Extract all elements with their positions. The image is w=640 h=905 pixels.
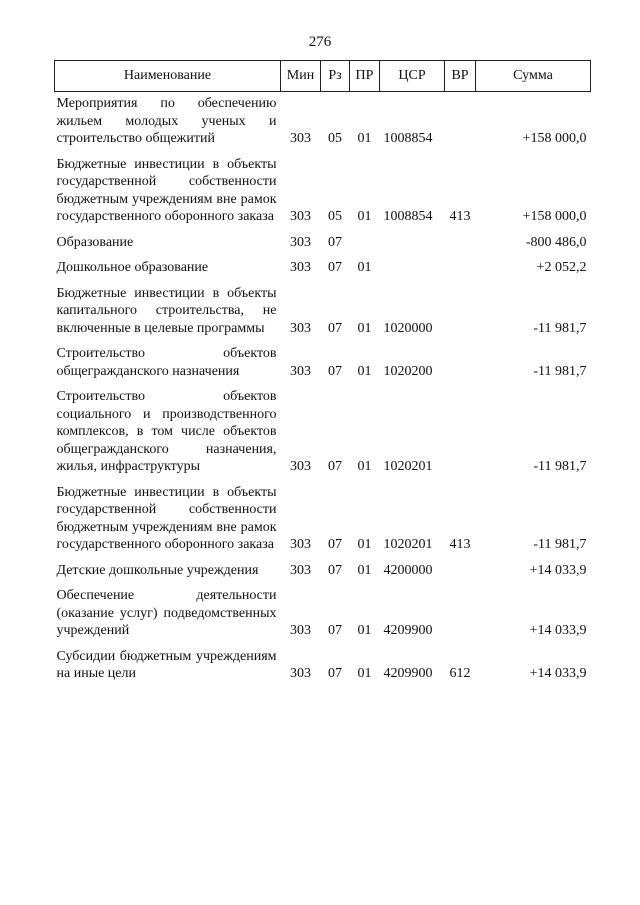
- row-sum: -800 486,0: [525, 234, 587, 250]
- row-pr: 01: [357, 537, 372, 552]
- row-vr: [445, 557, 476, 583]
- row-vr: 413: [449, 537, 471, 552]
- row-min: 303: [290, 209, 311, 224]
- row-sum: +158 000,0: [522, 131, 587, 146]
- row-pr: 01: [357, 260, 372, 275]
- row-min: 303: [290, 260, 311, 275]
- row-vr: [445, 254, 476, 280]
- table-body: [55, 92, 591, 686]
- row-pr: 01: [357, 666, 372, 681]
- table-row: [55, 280, 591, 341]
- row-sum: +2 052,2: [536, 260, 587, 275]
- row-sum: -11 981,7: [533, 537, 587, 552]
- row-csr: 4209900: [383, 623, 433, 638]
- row-rz: 07: [328, 234, 342, 250]
- page-number: 276: [308, 34, 332, 50]
- header-sum: Сумма: [476, 61, 591, 92]
- row-rz: 07: [328, 623, 342, 638]
- table-row: [55, 383, 591, 479]
- row-sum: -11 981,7: [533, 320, 587, 336]
- row-pr: 01: [357, 320, 372, 336]
- row-vr: [445, 92, 476, 151]
- header-pr: ПР: [350, 61, 380, 92]
- row-vr: [445, 229, 476, 255]
- row-name: Детские дошкольные учреждения: [56, 562, 259, 578]
- table-row: [55, 340, 591, 383]
- row-pr: 01: [357, 562, 372, 578]
- row-vr: 612: [449, 666, 471, 681]
- budget-table: [54, 60, 591, 686]
- row-csr: 1020000: [383, 320, 433, 336]
- row-vr: [445, 340, 476, 383]
- row-csr: 1020201: [383, 459, 433, 474]
- table-row: [55, 479, 591, 557]
- row-pr: 01: [357, 363, 372, 379]
- row-csr: [380, 229, 445, 255]
- row-sum: -11 981,7: [533, 363, 587, 379]
- row-rz: 07: [328, 666, 342, 681]
- row-name: Бюджетные инвестиции в объекты государственной собственности бюджетным учреждениям вне рамок государственного оборонного заказа: [56, 484, 277, 552]
- row-vr: 413: [449, 209, 471, 224]
- row-csr: 1020200: [383, 363, 433, 379]
- row-csr: 1020201: [383, 537, 433, 552]
- row-name: Бюджетные инвестиции в объекты капитального строительства, не включенные в целевые программы: [56, 285, 277, 336]
- row-csr: 4209900: [383, 666, 433, 681]
- row-rz: 07: [328, 363, 342, 379]
- row-name: Строительство объектов общегражданского назначения: [56, 346, 277, 379]
- row-min: 303: [290, 666, 311, 681]
- row-vr: [445, 280, 476, 341]
- table-row: [55, 582, 591, 643]
- row-pr: 01: [357, 131, 372, 146]
- row-name: Обеспечение деятельности (оказание услуг) подведомственных учреждений: [56, 588, 277, 638]
- row-vr: [445, 582, 476, 643]
- table-row: [55, 557, 591, 583]
- row-pr: 01: [357, 209, 372, 224]
- row-min: 303: [290, 363, 311, 379]
- row-min: 303: [290, 537, 311, 552]
- row-sum: +158 000,0: [522, 209, 587, 224]
- header-rz: Рз: [321, 61, 350, 92]
- row-min: 303: [290, 459, 311, 474]
- row-min: 303: [290, 623, 311, 638]
- row-rz: 07: [328, 537, 342, 552]
- row-csr: 1008854: [383, 131, 433, 146]
- table-row: [55, 151, 591, 229]
- row-rz: 05: [328, 131, 342, 146]
- row-name: Субсидии бюджетным учреждениям на иные цели: [56, 648, 277, 681]
- row-sum: +14 033,9: [529, 666, 587, 681]
- row-name: Дошкольное образование: [56, 260, 209, 275]
- row-sum: +14 033,9: [529, 623, 587, 638]
- row-sum: +14 033,9: [529, 562, 587, 578]
- table-row: [55, 92, 591, 151]
- row-rz: 07: [328, 562, 342, 578]
- table-row: [55, 254, 591, 280]
- row-min: 303: [290, 562, 311, 578]
- header-vr: ВР: [445, 61, 476, 92]
- row-rz: 05: [328, 209, 342, 224]
- header-min: Мин: [281, 61, 321, 92]
- table-row: [55, 643, 591, 686]
- row-min: 303: [290, 234, 311, 250]
- row-name: Образование: [56, 234, 134, 250]
- row-min: 303: [290, 131, 311, 146]
- row-name: Мероприятия по обеспечению жильем молодых ученых и строительство общежитий: [56, 96, 277, 146]
- row-csr: 1008854: [383, 209, 433, 224]
- header-name: Наименование: [55, 61, 281, 92]
- table-header: [55, 61, 591, 92]
- row-rz: 07: [328, 320, 342, 336]
- row-csr: [380, 254, 445, 280]
- row-pr: 01: [357, 459, 372, 474]
- table-row: [55, 229, 591, 255]
- row-min: 303: [290, 320, 311, 336]
- row-csr: 4200000: [383, 562, 433, 578]
- row-name: Бюджетные инвестиции в объекты государственной собственности бюджетным учреждениям вне рамок государственного оборонного заказа: [56, 156, 277, 224]
- row-sum: -11 981,7: [533, 459, 587, 474]
- row-pr: [350, 229, 380, 255]
- row-pr: 01: [357, 623, 372, 638]
- header-csr: ЦСР: [380, 61, 445, 92]
- row-rz: 07: [328, 260, 342, 275]
- row-name: Строительство объектов социального и производственного комплексов, в том числе объектов общегражданского назначения, жилья, инфраструктуры: [56, 389, 277, 474]
- row-rz: 07: [328, 459, 342, 474]
- row-vr: [445, 383, 476, 479]
